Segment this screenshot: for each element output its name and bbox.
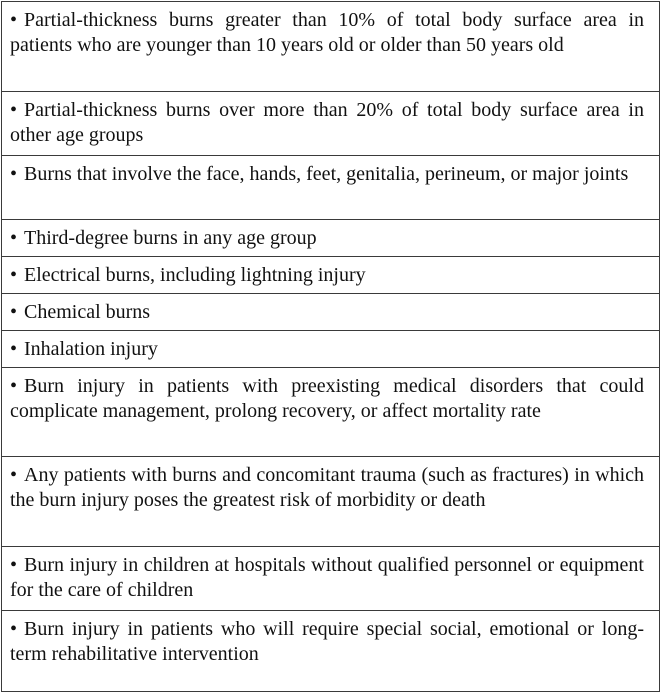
row-text: Chemical burns bbox=[24, 301, 151, 323]
table-row bbox=[2, 256, 659, 293]
bullet: • bbox=[10, 264, 18, 286]
bullet: • bbox=[10, 375, 18, 397]
bullet: • bbox=[10, 464, 18, 486]
row-text: Burn injury in children at hospitals without qualified personnel or equipment for the care of children bbox=[10, 554, 644, 601]
row-text: Partial-thickness burns over more than 20% of total body surface area in other age groups bbox=[10, 99, 644, 146]
table-row bbox=[2, 610, 659, 674]
row-text: Inhalation injury bbox=[24, 338, 158, 360]
table-row bbox=[2, 2, 659, 91]
bullet: • bbox=[10, 9, 18, 31]
table-row bbox=[2, 330, 659, 367]
bullet: • bbox=[10, 618, 18, 640]
table-row bbox=[2, 91, 659, 155]
bullet: • bbox=[10, 163, 18, 185]
row-text: Burn injury in patients who will require special social, emotional or long-term rehabilitative intervention bbox=[10, 618, 644, 665]
table-row bbox=[2, 219, 659, 256]
table-row bbox=[2, 293, 659, 330]
table-row bbox=[2, 546, 659, 610]
bullet: • bbox=[10, 99, 18, 121]
table-row bbox=[2, 456, 659, 546]
bullet: • bbox=[10, 554, 18, 576]
row-text: Any patients with burns and concomitant trauma (such as fractures) in which the burn injury poses the greatest risk of morbidity or death bbox=[10, 464, 644, 511]
bullet: • bbox=[10, 227, 18, 249]
row-text: Third-degree burns in any age group bbox=[24, 227, 317, 249]
table-row bbox=[2, 155, 659, 219]
row-text: Electrical burns, including lightning injury bbox=[24, 264, 366, 286]
burn-referral-criteria-table bbox=[1, 1, 660, 692]
row-text: Burns that involve the face, hands, feet, genitalia, perineum, or major joints bbox=[24, 163, 629, 185]
row-text: Burn injury in patients with preexisting medical disorders that could complicate management, prolong recovery, or affect mortality rate bbox=[10, 375, 644, 422]
bullet: • bbox=[10, 301, 18, 323]
bullet: • bbox=[10, 338, 18, 360]
table-row bbox=[2, 367, 659, 456]
row-text: Partial-thickness burns greater than 10% of total body surface area in patients who are younger than 10 years old or older than 50 years old bbox=[10, 9, 644, 56]
